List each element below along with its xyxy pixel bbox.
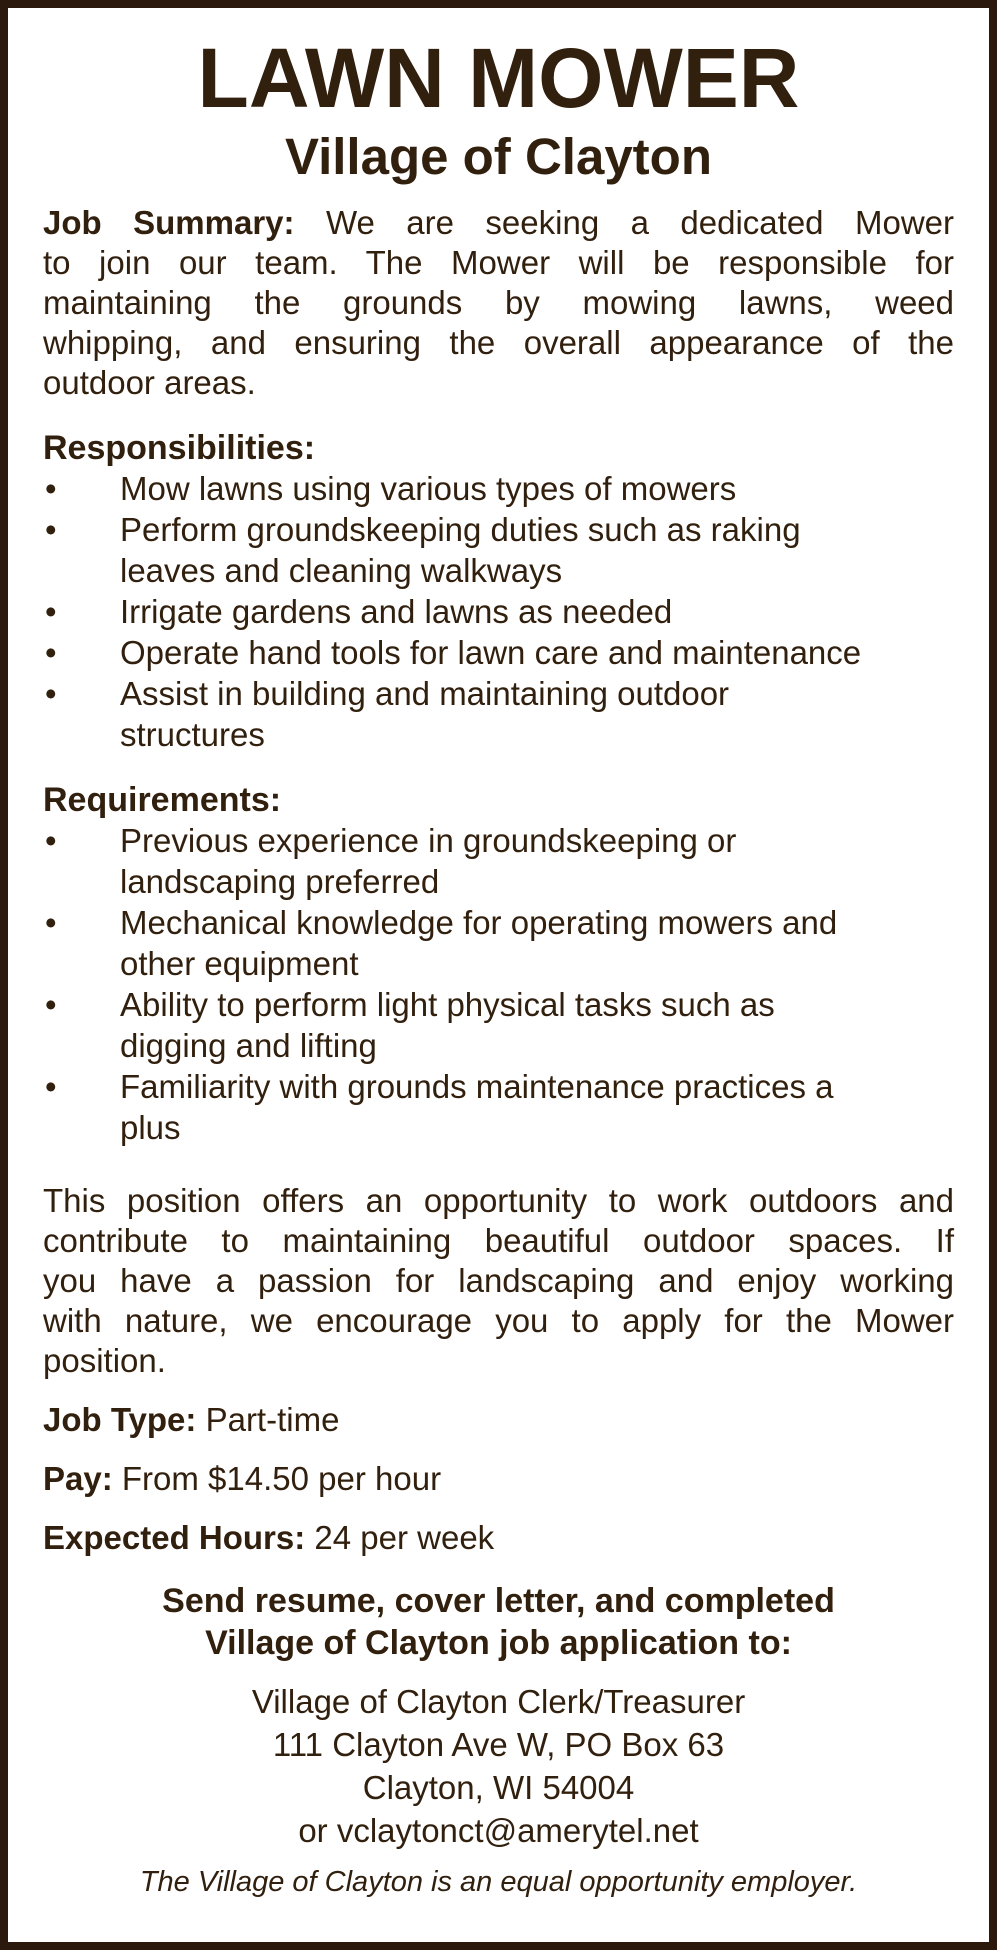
apply-instructions-line: Village of Clayton job application to: (205, 1624, 792, 1662)
bullet-line: Operate hand tools for lawn care and maintenance (120, 634, 862, 671)
ad-title: LAWN MOWER (197, 31, 800, 125)
expected-hours-row (43, 1518, 954, 1558)
list-item (43, 902, 954, 984)
list-item (43, 468, 954, 509)
apply-instructions-line: Send resume, cover letter, and completed (162, 1582, 835, 1620)
list-item (43, 632, 954, 673)
bullet-line: Familiarity with grounds maintenance practices a (120, 1068, 834, 1105)
text-line: you have a passion for landscaping and enjoy working (43, 1262, 954, 1299)
text-line: contribute to maintaining beautiful outdoor spaces. If (43, 1222, 954, 1259)
text-line: to join our team. The Mower will be responsible for (43, 244, 954, 281)
job-type-row (43, 1400, 954, 1440)
list-item (43, 591, 954, 632)
bullet-line: Ability to perform light physical tasks such as (120, 986, 775, 1023)
bullet-icon: • (45, 511, 57, 548)
apply-instructions (43, 1580, 954, 1664)
job-type-value: Part-time (205, 1401, 340, 1438)
address-line: 111 Clayton Ave W, PO Box 63 (272, 1726, 725, 1763)
bullet-line: Mow lawns using various types of mowers (120, 470, 737, 507)
bullet-icon: • (45, 593, 57, 630)
bullet-line: leaves and cleaning walkways (120, 552, 563, 589)
pay-value: From $14.50 per hour (121, 1460, 442, 1497)
responsibilities-heading: Responsibilities: (43, 429, 316, 467)
requirements-list (43, 820, 954, 1148)
list-item (43, 820, 954, 902)
bullet-line: landscaping preferred (120, 863, 440, 900)
bullet-icon: • (45, 986, 57, 1023)
ad-subtitle: Village of Clayton (285, 128, 712, 185)
bullet-line: Perform groundskeeping duties such as raking (120, 511, 801, 548)
bullet-icon: • (45, 470, 57, 507)
bullet-line: plus (120, 1109, 181, 1146)
bullet-icon: • (45, 822, 57, 859)
list-item (43, 984, 954, 1066)
job-ad-content (8, 30, 989, 1900)
bullet-icon: • (45, 1068, 57, 1105)
requirements-heading: Requirements: (43, 781, 282, 819)
text-line: This position offers an opportunity to work outdoors and (43, 1182, 954, 1219)
text-line: whipping, and ensuring the overall appearance of the (43, 324, 954, 361)
list-item (43, 509, 954, 591)
bullet-line: Assist in building and maintaining outdoor (120, 675, 730, 712)
expected-hours-value: 24 per week (314, 1519, 495, 1556)
text-line: outdoor areas. (43, 364, 256, 401)
pay-row (43, 1459, 954, 1499)
text-line: with nature, we encourage you to apply for the Mower (43, 1302, 954, 1339)
address-block (43, 1680, 954, 1852)
closing-paragraph (43, 1181, 954, 1381)
list-item (43, 673, 954, 755)
bullet-line: structures (120, 716, 265, 753)
bullet-line: digging and lifting (120, 1027, 377, 1064)
bullet-icon: • (45, 634, 57, 671)
address-line: or vclaytonct@amerytel.net (298, 1812, 699, 1849)
job-type-label: Job Type: (43, 1401, 197, 1438)
equal-opportunity-footer: The Village of Clayton is an equal opportunity employer. (139, 1866, 858, 1898)
text-line: maintaining the grounds by mowing lawns, weed (43, 284, 954, 321)
address-line: Clayton, WI 54004 (362, 1769, 635, 1806)
bullet-line: Irrigate gardens and lawns as needed (120, 593, 673, 630)
job-summary-line1: We are seeking a dedicated Mower (325, 204, 954, 241)
expected-hours-label: Expected Hours: (43, 1519, 306, 1556)
job-summary-label: Job Summary: (43, 204, 295, 241)
bullet-icon: • (45, 904, 57, 941)
text-line: position. (43, 1342, 166, 1379)
job-summary-paragraph (43, 203, 954, 403)
bullet-line: Mechanical knowledge for operating mowers and (120, 904, 838, 941)
responsibilities-list (43, 468, 954, 755)
address-line: Village of Clayton Clerk/Treasurer (251, 1683, 746, 1720)
text-line (43, 203, 954, 243)
list-item (43, 1066, 954, 1148)
bullet-line: other equipment (120, 945, 359, 982)
pay-label: Pay: (43, 1460, 113, 1497)
bullet-icon: • (45, 675, 57, 712)
bullet-line: Previous experience in groundskeeping or (120, 822, 737, 859)
